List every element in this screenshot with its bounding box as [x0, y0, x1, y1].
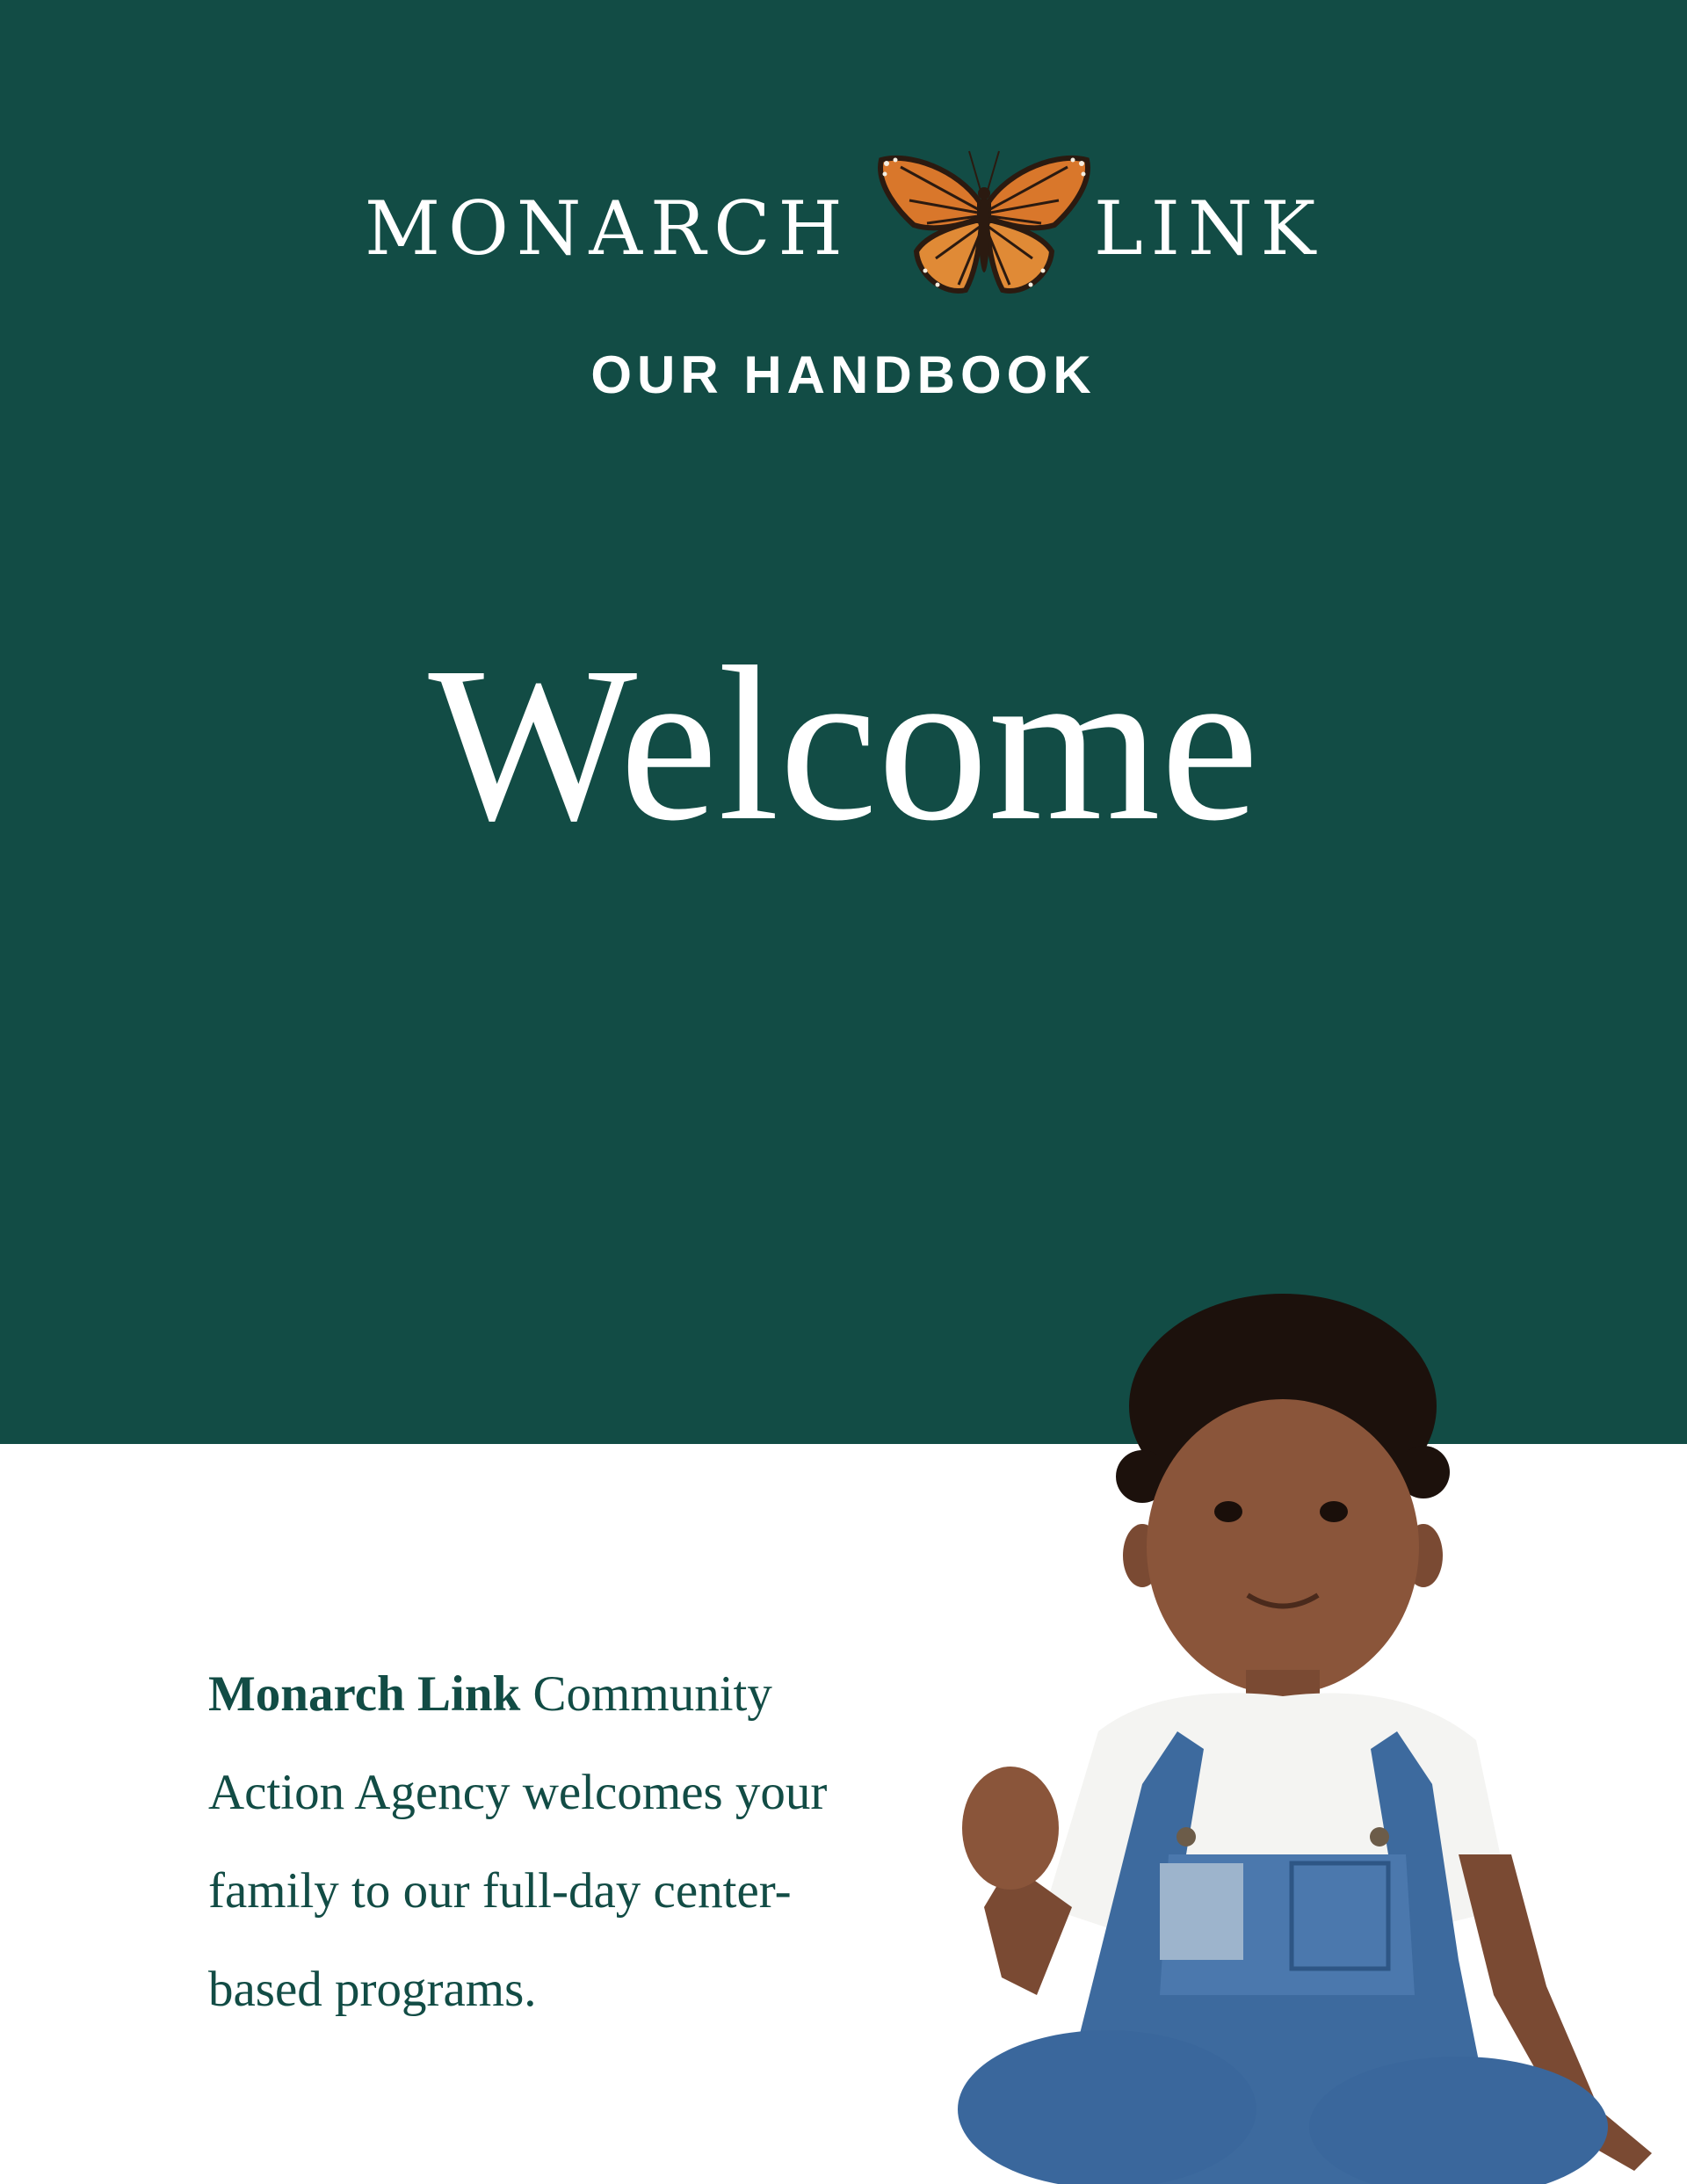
- page-title: Welcome: [428, 620, 1259, 867]
- brand-logo: [0, 141, 1687, 299]
- toddler-photo: [879, 1292, 1687, 2184]
- monarch-butterfly-icon: [874, 148, 1094, 297]
- intro-paragraph: [208, 1645, 902, 2039]
- page-subtitle: OUR HANDBOOK: [590, 345, 1097, 404]
- intro-text: Community Action Agency welcomes your family to our full-day center-based programs.: [208, 1666, 828, 2017]
- logo-word-link: LINK: [1094, 185, 1324, 272]
- org-name: Monarch Link: [208, 1666, 521, 1722]
- logo-word-monarch: MONARCH: [365, 185, 851, 272]
